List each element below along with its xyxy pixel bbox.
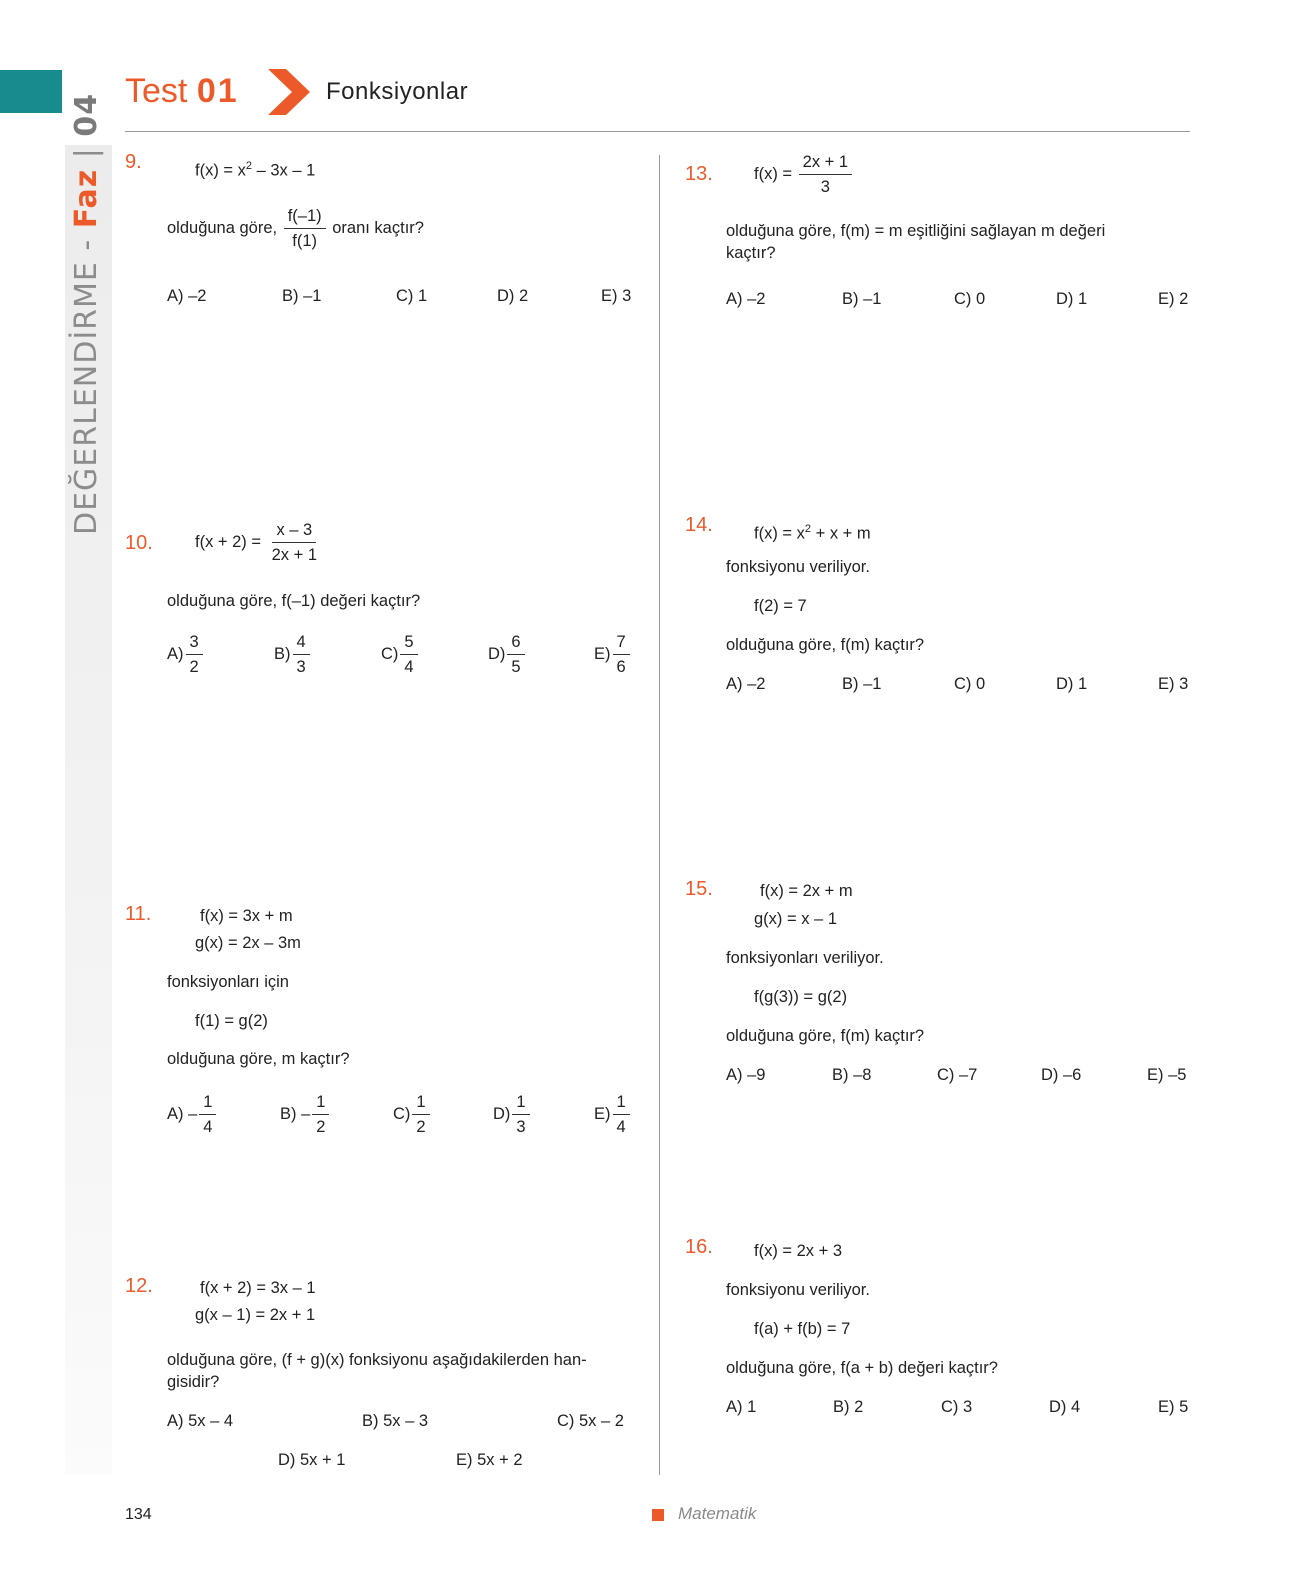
q9-question	[167, 206, 424, 251]
q15-option-a[interactable]: A) –9	[726, 1066, 766, 1084]
q11-e-label: E)	[594, 1104, 611, 1123]
q9-fraction	[284, 206, 326, 251]
q14-line1: fonksiyonu veriliyor.	[726, 558, 870, 576]
q11-b-den: 2	[316, 1118, 326, 1136]
q12-option-b[interactable]: B) 5x – 3	[362, 1412, 429, 1430]
page-number: 134	[125, 1506, 152, 1523]
q13-func-pre: f(x) =	[754, 164, 793, 183]
q11-f: f(x) = 3x + m	[200, 907, 293, 925]
page-title: Fonksiyonlar	[326, 78, 469, 105]
q10-e-den: 6	[616, 658, 626, 676]
q10-c-den: 4	[404, 658, 414, 676]
q9-exponent: 2	[245, 160, 253, 172]
q10-d-den: 5	[511, 658, 521, 676]
q10-option-e[interactable]	[594, 632, 632, 677]
q11-option-b[interactable]	[280, 1092, 331, 1137]
q14-option-e[interactable]: E) 3	[1158, 675, 1189, 693]
q12-option-a[interactable]: A) 5x – 4	[167, 1412, 234, 1430]
q10-a-den: 2	[189, 658, 199, 676]
q15-f: f(x) = 2x + m	[760, 882, 853, 900]
q10-option-d[interactable]	[488, 632, 527, 677]
q15-option-d[interactable]: D) –6	[1041, 1066, 1082, 1084]
side-number: 04	[69, 92, 104, 137]
q16-option-e[interactable]: E) 5	[1158, 1398, 1189, 1416]
side-label	[62, 92, 112, 535]
q11-b-num: 1	[312, 1092, 329, 1115]
q10-c-label: C)	[381, 644, 399, 663]
q10-a-num: 3	[186, 632, 203, 655]
q12-question-line2: gisidir?	[167, 1373, 220, 1391]
q13-option-d[interactable]: D) 1	[1056, 290, 1088, 308]
q11-c-label: C)	[393, 1104, 411, 1123]
q9-pre: olduğuna göre,	[167, 218, 278, 237]
q10-frac-top: x – 3	[272, 520, 316, 543]
q9-option-a[interactable]: A) –2	[167, 287, 207, 305]
side-faz: Faz	[69, 168, 104, 229]
test-word: Test	[125, 72, 188, 110]
q12-number: 12.	[125, 1275, 153, 1297]
q11-a-num: 1	[199, 1092, 216, 1115]
q11-option-c[interactable]	[393, 1092, 432, 1137]
q9-func-text: f(x) = x	[195, 161, 246, 180]
q12-option-e[interactable]: E) 5x + 2	[456, 1451, 523, 1469]
q16-condition: f(a) + f(b) = 7	[754, 1320, 851, 1338]
q13-option-b[interactable]: B) –1	[842, 290, 882, 308]
q15-line1: fonksiyonları veriliyor.	[726, 949, 884, 967]
q13-fraction	[799, 152, 852, 197]
q10-b-num: 4	[293, 632, 310, 655]
q10-b-den: 3	[296, 658, 306, 676]
q11-a-label: A) –	[167, 1104, 198, 1123]
q11-d-num: 1	[512, 1092, 529, 1115]
q14-option-c[interactable]: C) 0	[954, 675, 986, 693]
q15-option-c[interactable]: C) –7	[937, 1066, 978, 1084]
q11-d-den: 3	[516, 1118, 526, 1136]
q16-function: f(x) = 2x + 3	[754, 1242, 843, 1260]
q11-option-e[interactable]	[594, 1092, 632, 1137]
q13-question-line2: kaçtır?	[726, 244, 776, 262]
q13-function	[754, 152, 854, 197]
q11-g: g(x) = 2x – 3m	[195, 934, 301, 952]
q11-e-num: 1	[613, 1092, 630, 1115]
q11-option-a[interactable]	[167, 1092, 218, 1137]
q16-option-b[interactable]: B) 2	[833, 1398, 864, 1416]
q11-question: olduğuna göre, m kaçtır?	[167, 1050, 350, 1068]
q11-line1: fonksiyonları için	[167, 973, 289, 991]
q9-option-c[interactable]: C) 1	[396, 287, 428, 305]
q11-d-label: D)	[493, 1104, 511, 1123]
q14-exponent: 2	[804, 523, 812, 535]
q12-g: g(x – 1) = 2x + 1	[195, 1306, 316, 1324]
q15-number: 15.	[685, 878, 713, 900]
q10-option-c[interactable]	[381, 632, 420, 677]
q11-e-den: 4	[616, 1118, 626, 1136]
q15-option-e[interactable]: E) –5	[1147, 1066, 1187, 1084]
q14-option-a[interactable]: A) –2	[726, 675, 766, 693]
q9-post: oranı kaçtır?	[332, 218, 424, 237]
q16-option-a[interactable]: A) 1	[726, 1398, 757, 1416]
q12-option-c[interactable]: C) 5x – 2	[557, 1412, 624, 1430]
q9-option-e[interactable]: E) 3	[601, 287, 632, 305]
square-bullet-icon	[652, 1509, 664, 1521]
q9-frac-top: f(–1)	[284, 206, 326, 229]
q16-number: 16.	[685, 1236, 713, 1258]
side-prefix: DEĞERLENDİRME -	[69, 228, 104, 535]
q10-d-label: D)	[488, 644, 506, 663]
q9-option-b[interactable]: B) –1	[282, 287, 322, 305]
q13-frac-bottom: 3	[820, 178, 830, 196]
q11-b-label: B) –	[280, 1104, 311, 1123]
q11-number: 11.	[125, 903, 152, 925]
q13-option-a[interactable]: A) –2	[726, 290, 766, 308]
q16-option-d[interactable]: D) 4	[1049, 1398, 1081, 1416]
q15-g: g(x) = x – 1	[754, 910, 837, 928]
q12-f: f(x + 2) = 3x – 1	[200, 1279, 316, 1297]
q10-a-label: A)	[167, 644, 184, 663]
q10-option-b[interactable]	[274, 632, 312, 677]
q10-c-num: 5	[400, 632, 417, 655]
q12-option-d[interactable]: D) 5x + 1	[278, 1451, 346, 1469]
q11-a-den: 4	[203, 1118, 213, 1136]
q14-condition: f(2) = 7	[754, 597, 807, 615]
side-sep: |	[69, 136, 104, 169]
q9-func-tail: – 3x – 1	[252, 161, 316, 180]
q14-option-b[interactable]: B) –1	[842, 675, 882, 693]
q10-e-num: 7	[613, 632, 630, 655]
q16-question: olduğuna göre, f(a + b) değeri kaçtır?	[726, 1359, 998, 1377]
q15-condition: f(g(3)) = g(2)	[754, 988, 848, 1006]
q10-fraction	[268, 520, 321, 565]
header-divider	[125, 131, 1190, 132]
test-label	[125, 72, 239, 111]
q14-function	[754, 518, 871, 545]
q16-option-c[interactable]: C) 3	[941, 1398, 973, 1416]
q14-func-text: f(x) = x	[754, 524, 805, 543]
q13-question-line1: olduğuna göre, f(m) = m eşitliğini sağlayan m değeri	[726, 222, 1106, 240]
teal-tab	[0, 70, 62, 113]
test-number: 01	[196, 72, 239, 110]
subject-label: Matematik	[678, 1504, 757, 1523]
q10-function	[195, 520, 323, 565]
q11-condition: f(1) = g(2)	[195, 1012, 268, 1030]
q13-option-c[interactable]: C) 0	[954, 290, 986, 308]
q14-number: 14.	[685, 514, 713, 536]
q10-e-label: E)	[594, 644, 611, 663]
q10-d-num: 6	[507, 632, 524, 655]
q10-question: olduğuna göre, f(–1) değeri kaçtır?	[167, 592, 421, 610]
column-divider	[659, 155, 660, 1475]
q15-option-b[interactable]: B) –8	[832, 1066, 872, 1084]
q10-func-pre: f(x + 2) =	[195, 532, 262, 551]
q9-frac-bottom: f(1)	[292, 232, 318, 250]
q9-number: 9.	[125, 151, 142, 173]
q14-func-tail: + x + m	[811, 524, 871, 543]
q13-option-e[interactable]: E) 2	[1158, 290, 1189, 308]
q13-number: 13.	[685, 163, 713, 185]
q16-line1: fonksiyonu veriliyor.	[726, 1281, 870, 1299]
q9-option-d[interactable]: D) 2	[497, 287, 529, 305]
q10-b-label: B)	[274, 644, 291, 663]
q15-question: olduğuna göre, f(m) kaçtır?	[726, 1027, 925, 1045]
q11-c-num: 1	[412, 1092, 429, 1115]
q10-number: 10.	[125, 532, 153, 554]
q10-option-a[interactable]	[167, 632, 205, 677]
q12-question-line1: olduğuna göre, (f + g)(x) fonksiyonu aşağıdakilerden han-	[167, 1351, 587, 1369]
q14-option-d[interactable]: D) 1	[1056, 675, 1088, 693]
q10-frac-bottom: 2x + 1	[271, 546, 318, 564]
q13-frac-top: 2x + 1	[799, 152, 852, 175]
q11-c-den: 2	[416, 1118, 426, 1136]
chevron-right-icon	[268, 69, 310, 115]
q9-function	[195, 155, 315, 182]
q14-question: olduğuna göre, f(m) kaçtır?	[726, 636, 925, 654]
q11-option-d[interactable]	[493, 1092, 532, 1137]
